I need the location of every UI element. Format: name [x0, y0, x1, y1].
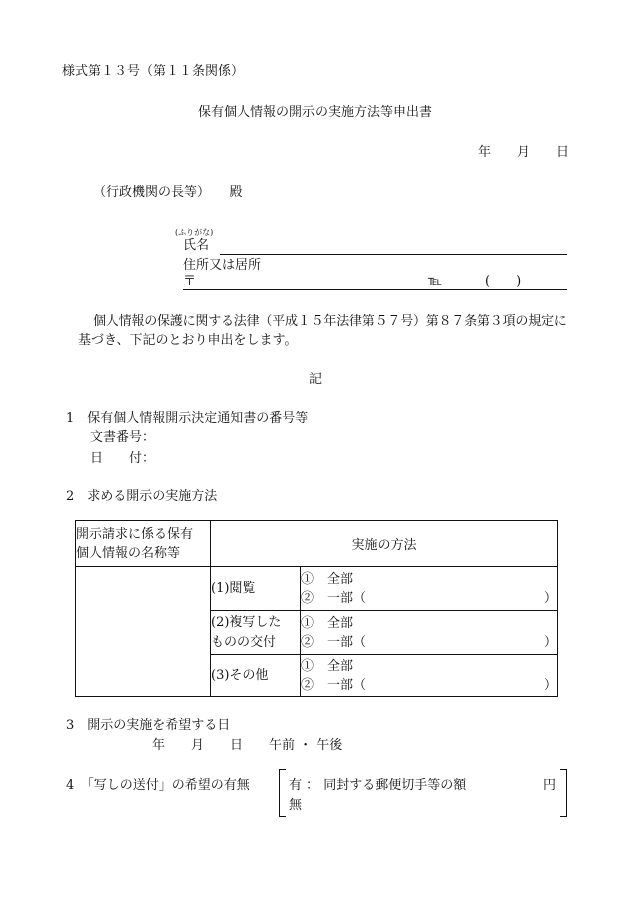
- mailing-no-line: 無: [289, 798, 303, 813]
- option-all: ① 全部: [301, 658, 354, 674]
- postal-mark-icon: 〒: [183, 274, 197, 289]
- tel-mark-icon: ℡: [428, 274, 442, 289]
- method-label-line: (2)複写した: [211, 614, 282, 630]
- method-label-line: (3)その他: [211, 667, 269, 683]
- section-4-heading: 4 「写しの送付」の希望の有無: [66, 778, 250, 793]
- header-record-name-line: 開示請求に係る保有: [76, 526, 194, 542]
- header-record-name-line: 個人情報の名称等: [76, 545, 181, 561]
- method-label: [211, 567, 301, 611]
- option-partial: [301, 676, 557, 695]
- yen-label: 円: [543, 778, 557, 793]
- option-all: ① 全部: [301, 571, 354, 587]
- option-all: ① 全部: [301, 615, 354, 631]
- left-bracket: [279, 769, 286, 817]
- method-label: [211, 611, 301, 655]
- option-partial-close: ）: [544, 590, 558, 606]
- document-date-label: 日 付：: [90, 451, 156, 466]
- method-options: [301, 567, 558, 611]
- address-label: 住所又は居所: [183, 258, 262, 273]
- address-underline: [183, 289, 567, 290]
- form-number: 様式第１３号（第１１条関係）: [62, 64, 245, 79]
- right-bracket: [560, 769, 567, 817]
- name-underline: [220, 254, 567, 255]
- header-record-name: [76, 521, 211, 567]
- intro-line-1: 個人情報の保護に関する法律（平成１５年法律第５７号）第８７条第３項の規定に: [93, 314, 567, 329]
- option-partial-label: ② 一部（: [301, 590, 367, 606]
- option-partial-label: ② 一部（: [301, 634, 367, 650]
- ki-heading: 記: [309, 372, 323, 387]
- furigana-label: (ふりがな): [175, 228, 214, 237]
- method-options: [301, 611, 558, 655]
- date-line: 年 月 日: [478, 145, 570, 160]
- disclosure-method-table: [75, 520, 558, 697]
- addressee: （行政機関の長等） 殿: [93, 185, 243, 200]
- name-label: 氏名: [183, 238, 210, 253]
- mailing-choice-bracket: [279, 769, 567, 817]
- option-partial-label: ② 一部（: [301, 677, 367, 693]
- method-options: [301, 655, 558, 697]
- section-1-heading: 1 保有個人情報開示決定通知書の番号等: [66, 411, 309, 426]
- header-method: 実施の方法: [211, 521, 558, 567]
- option-partial: [301, 633, 557, 652]
- page-title: 保有個人情報の開示の実施方法等申出書: [197, 105, 432, 120]
- preferred-date-line: 年 月 日 午前 ・ 午後: [152, 738, 343, 753]
- document-number-label: 文書番号：: [90, 430, 156, 445]
- record-name-cell: [76, 567, 211, 697]
- method-label-line: (1)閲覧: [211, 580, 256, 596]
- mailing-yes-line: 有 ： 同封する郵便切手等の額: [289, 778, 467, 793]
- tel-area-code-parens: ( ): [485, 274, 522, 289]
- method-label: [211, 655, 301, 697]
- option-partial-close: ）: [544, 634, 558, 650]
- option-partial-close: ）: [544, 677, 558, 693]
- intro-line-2: 基づき、下記のとおり申出をします。: [78, 333, 298, 348]
- section-2-heading: 2 求める開示の実施方法: [66, 489, 218, 504]
- method-label-line: ものの交付: [211, 634, 277, 650]
- section-3-heading: 3 開示の実施を希望する日: [66, 718, 231, 733]
- option-partial: [301, 589, 557, 608]
